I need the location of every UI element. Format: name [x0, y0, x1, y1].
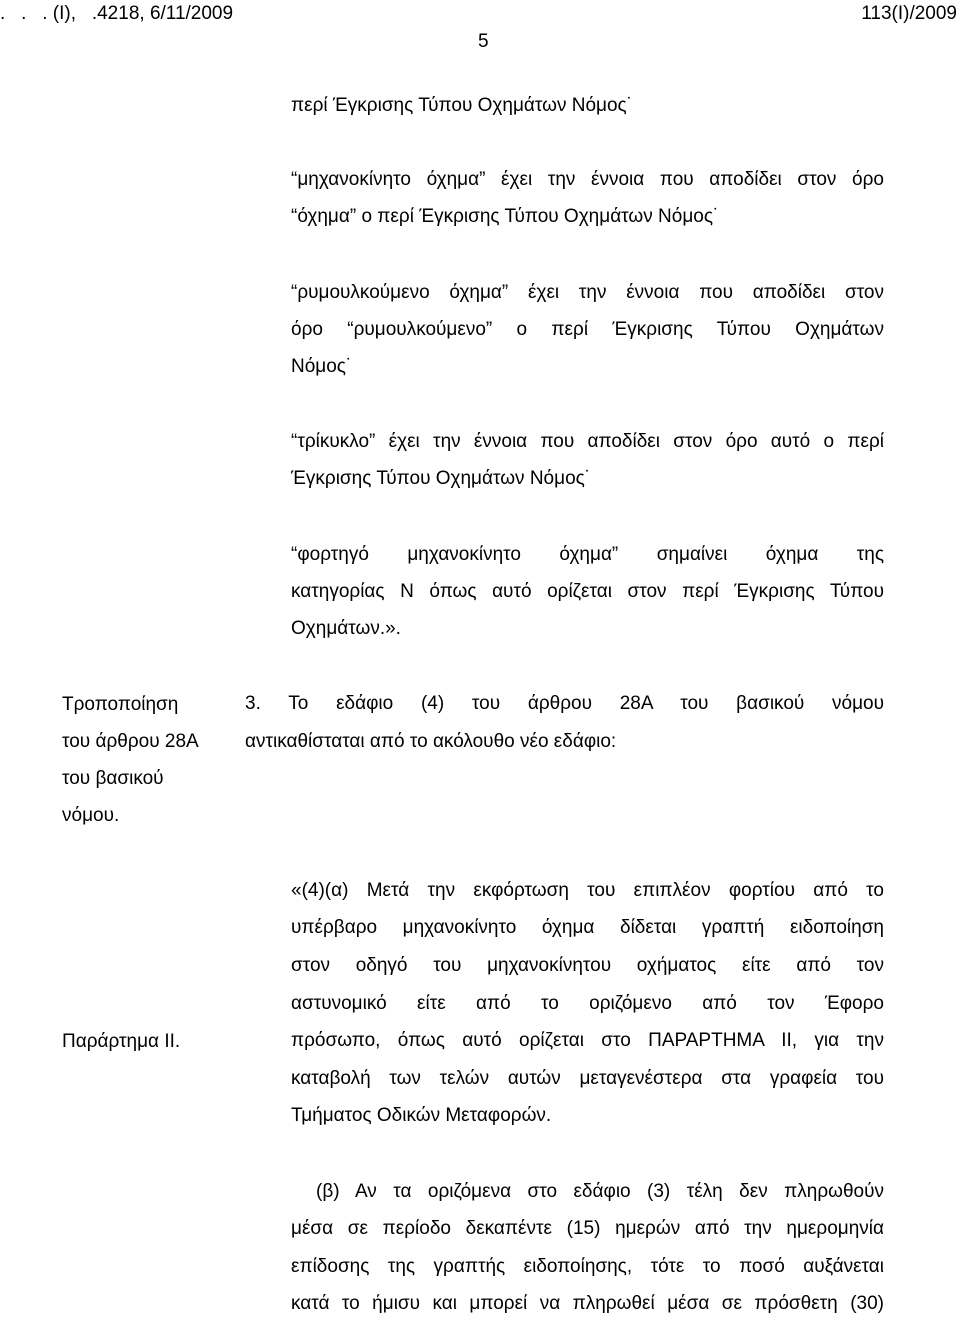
- paragraph-b-line: (β) Αν τα οριζόμενα στο εδάφιο (3) τέλη δεν πληρωθούν: [316, 1181, 884, 1202]
- definition-line: περί Έγκρισης Τύπου Οχημάτων Νόμος˙: [291, 95, 634, 116]
- margin-note-annex: Παράρτημα ΙΙ.: [62, 1031, 181, 1052]
- definition-line: Έγκρισης Τύπου Οχημάτων Νόμος˙: [291, 468, 592, 489]
- paragraph-a-line: καταβολή των τελών αυτών μεταγενέστερα στα γραφεία του: [291, 1068, 884, 1089]
- definition-line: “μηχανοκίνητο όχημα” έχει την έννοια που αποδίδει στον όρο: [291, 169, 884, 190]
- definition-line: “ρυμουλκούμενο όχημα” έχει την έννοια που αποδίδει στον: [291, 282, 884, 303]
- margin-note-line: του βασικού: [62, 768, 164, 789]
- definition-line: όρο “ρυμουλκούμενο” ο περί Έγκρισης Τύπου Οχημάτων: [291, 319, 884, 340]
- running-header-left: . . . (Ι), .4218, 6/11/2009: [0, 3, 234, 24]
- paragraph-b-line: κατά το ήμισυ και μπορεί να πληρωθεί μέσα σε πρόσθετη (30): [291, 1293, 884, 1314]
- paragraph-a-line: στον οδηγό του μηχανοκίνητου οχήματος είτε από τον: [291, 955, 884, 976]
- margin-note-line: του άρθρου 28Α: [62, 731, 199, 752]
- paragraph-a-line: «(4)(α) Μετά την εκφόρτωση του επιπλέον φορτίου από το: [291, 880, 884, 901]
- paragraph-a-line: αστυνομικό είτε από το οριζόμενο από τον Έφορο: [291, 993, 884, 1014]
- definition-line: “τρίκυκλο” έχει την έννοια που αποδίδει στον όρο αυτό ο περί: [291, 431, 884, 452]
- definition-line: “όχημα” ο περί Έγκρισης Τύπου Οχημάτων Νόμος˙: [291, 206, 720, 227]
- margin-note-line: νόμου.: [62, 805, 120, 826]
- margin-note-line: Τροποποίηση: [62, 694, 179, 715]
- definition-line: κατηγορίας Ν όπως αυτό ορίζεται στον περί Έγκρισης Τύπου: [291, 581, 884, 602]
- paragraph-a-line: πρόσωπο, όπως αυτό ορίζεται στο ΠΑΡΑΡΤΗΜΑ ΙΙ, για την: [291, 1030, 884, 1051]
- section-3-line: αντικαθίσταται από το ακόλουθο νέο εδάφιο:: [245, 731, 617, 752]
- definition-line: “φορτηγό μηχανοκίνητο όχημα” σημαίνει όχημα της: [291, 544, 884, 565]
- paragraph-a-line: Τμήματος Οδικών Μεταφορών.: [291, 1105, 552, 1126]
- definition-line: Νόμος˙: [291, 356, 353, 377]
- paragraph-a-line: υπέρβαρο μηχανοκίνητο όχημα δίδεται γραπτή ειδοποίηση: [291, 917, 884, 938]
- section-3-line: 3. Το εδάφιο (4) του άρθρου 28Α του βασικού νόμου: [245, 693, 884, 714]
- paragraph-b-line: επίδοσης της γραπτής ειδοποίησης, τότε το ποσό αυξάνεται: [291, 1256, 884, 1277]
- running-header-right: 113(Ι)/2009: [861, 3, 957, 24]
- margin-note-amendment: [62, 686, 232, 834]
- page-number: 5: [478, 31, 489, 52]
- definition-line: Οχημάτων.».: [291, 618, 401, 639]
- paragraph-b-line: μέσα σε περίοδο δεκαπέντε (15) ημερών από την ημερομηνία: [291, 1218, 884, 1239]
